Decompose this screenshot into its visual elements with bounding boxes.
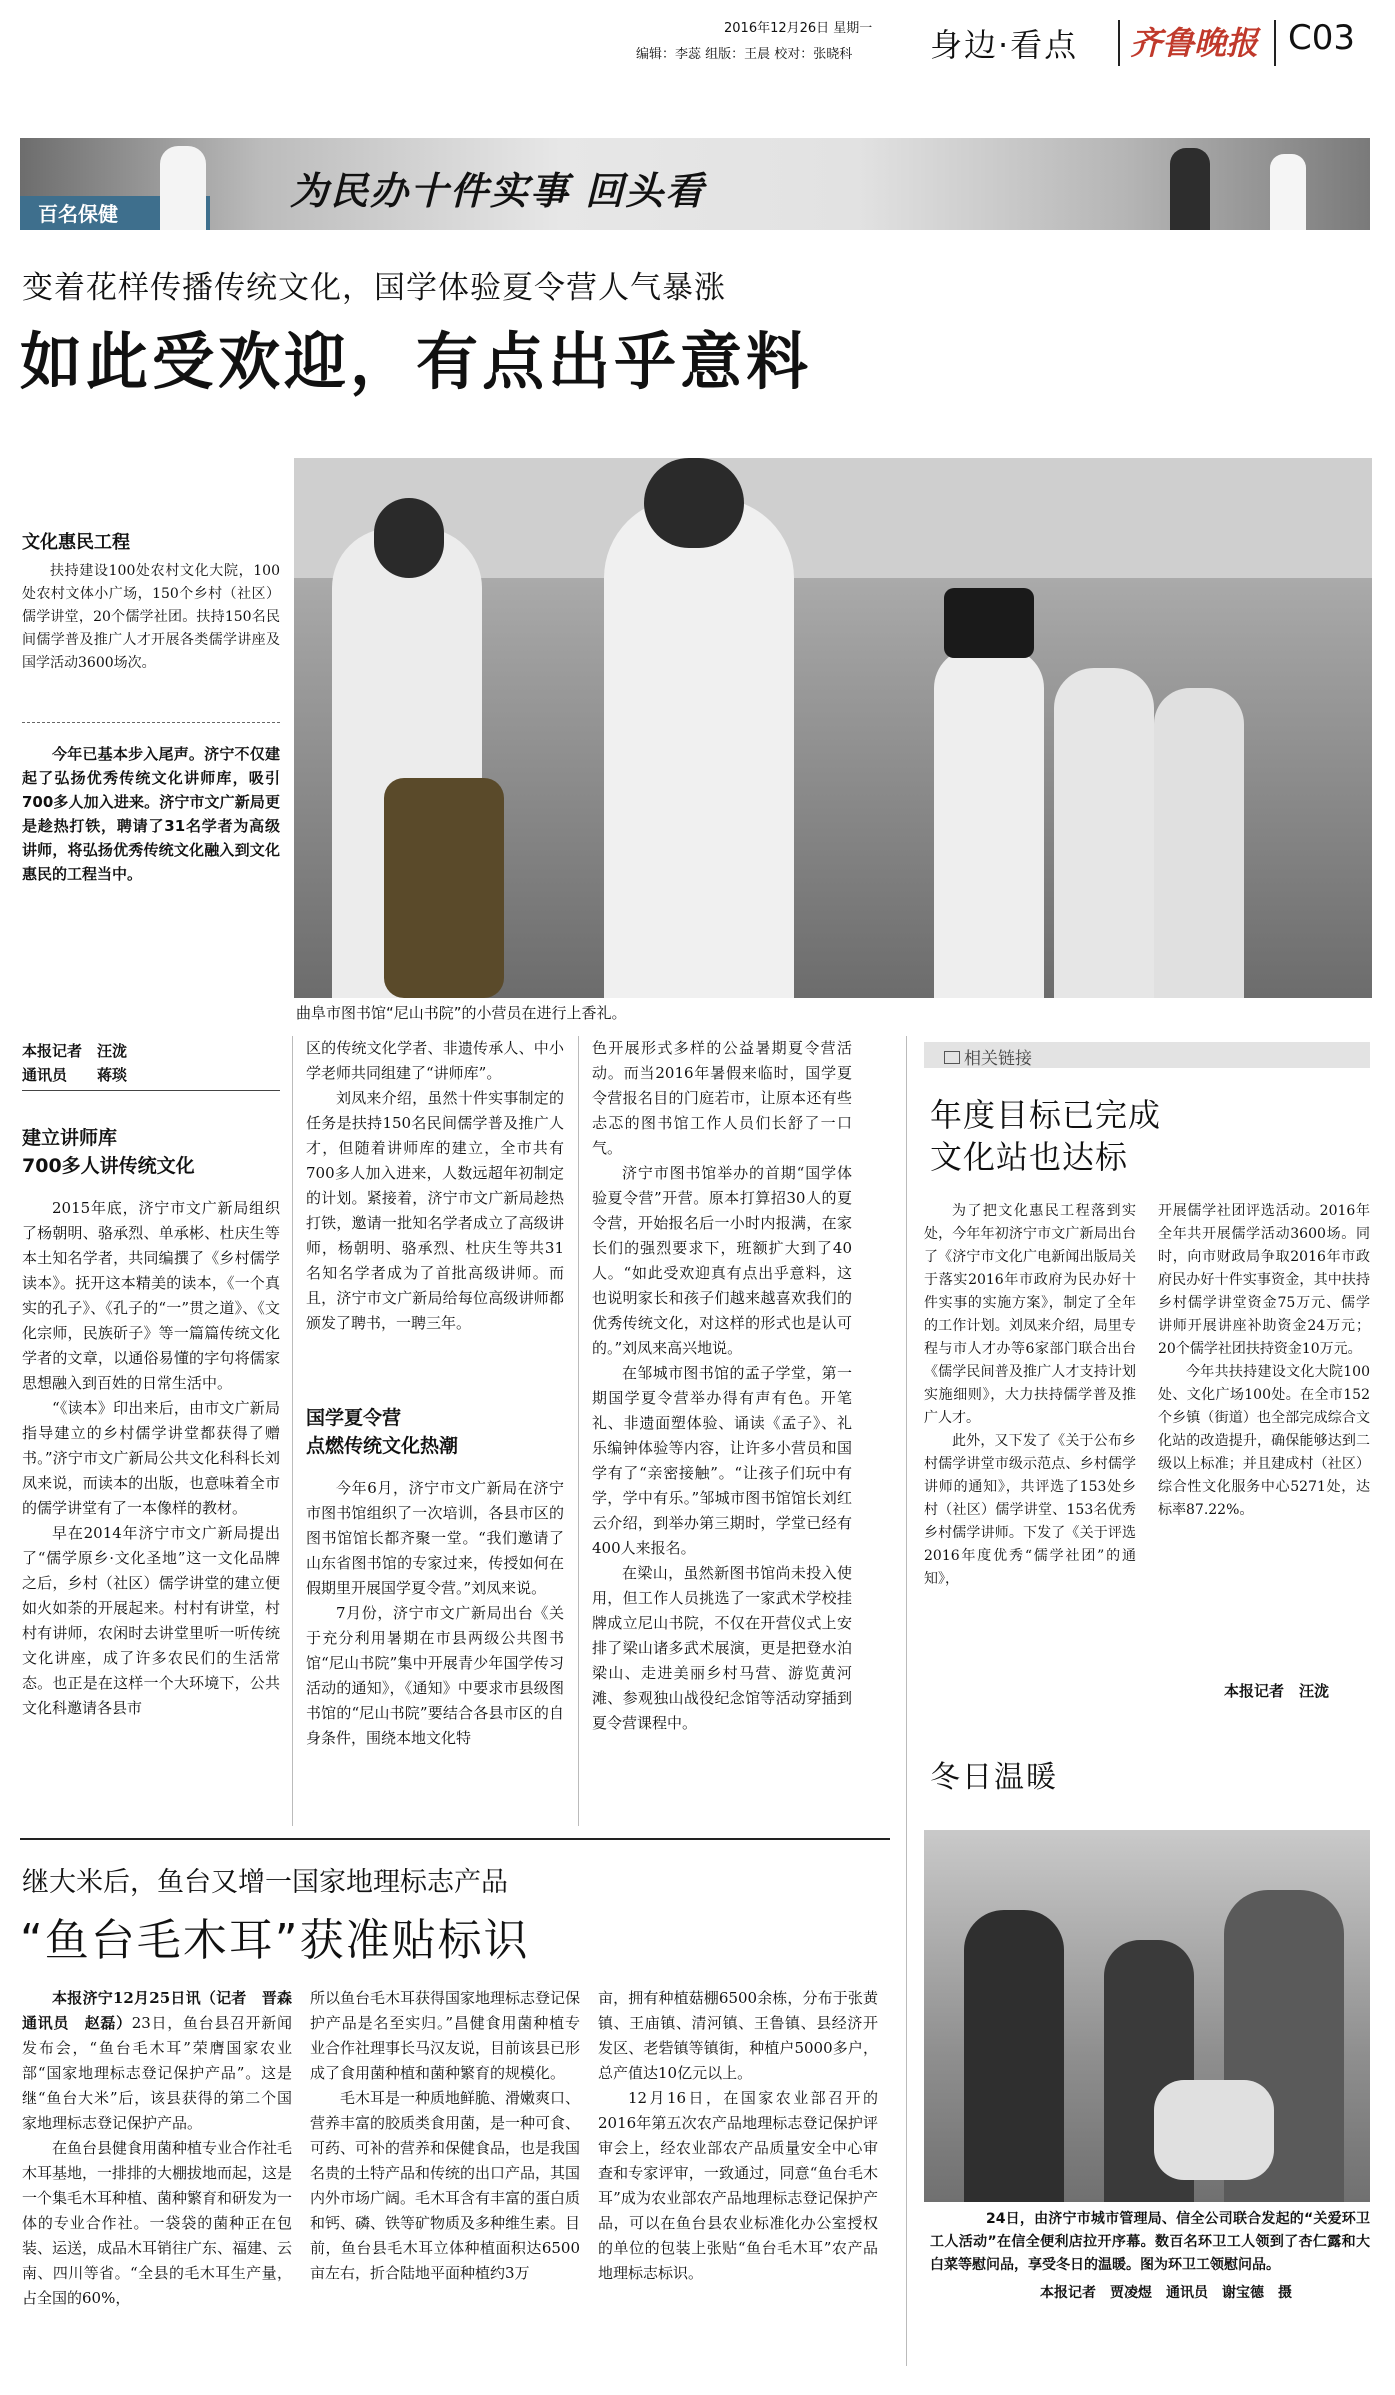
staff-credits: 编辑：李蕊 组版：王晨 校对：张晓科 (636, 47, 853, 62)
article1-col2 (306, 1036, 564, 1336)
winter-figure-1 (964, 1910, 1064, 2202)
article1-col3 (592, 1036, 852, 1736)
winter-credit: 本报记者 贾凌煜 通讯员 谢宝德 摄 (1040, 2285, 1292, 2301)
issue-date: 2016年12月26日 星期一 (724, 21, 873, 36)
paragraph: 今年6月，济宁市文广新局在济宁市图书馆组织了一次培训，各县市区的图书馆馆长都齐聚一堂。“我们邀请了山东省图书馆的专家过来，传授如何在假期里开展国学夏令营。”刘凤来说。 (306, 1479, 564, 1597)
photo-child-hat (944, 588, 1034, 658)
banner-figure-2 (1170, 148, 1210, 230)
article2-headline: “鱼台毛木耳”获准贴标识 (20, 1915, 530, 1966)
related-col-b (1158, 1200, 1370, 1522)
related-tag (944, 1044, 1032, 1069)
photo-child-3 (1154, 688, 1244, 998)
paragraph: 刘凤来介绍，虽然十件实事制定的任务是扶持150名民间儒学普及推广人才，但随着讲师库的建立，全市共有700多人加入进来，人数远超年初制定的计划。紧接着，济宁市文广新局趁热打铁，邀请一批知名学者成立了高级讲师，杨朝明、骆承烈、杜庆生等共31名知名学者成为了首批高级讲师。而且，济宁市文广新局给每位高级讲师都颁发了聘书，一聘三年。 (306, 1089, 564, 1332)
photo-figure-teacher-hair (644, 458, 744, 548)
paragraph: 在邹城市图书馆的孟子学堂，第一期国学夏令营举办得有声有色。开笔礼、非遗面塑体验、诵读《孟子》、礼乐编钟体验等内容，让许多小营员和国学有了“亲密接触”。“让孩子们玩中有学，学中有乐。”邹城市图书馆馆长刘红云介绍，到举办第三期时，学堂已经有400人来报名。 (592, 1364, 852, 1557)
paragraph: 今年共扶持建设文化大院100处、文化广场100处。在全市152个乡镇（街道）也全部完成综合文化站的改造提升，确保能够达到二级以上标准；并且建成村（社区）综合性文化服务中心5271处，达标率87.22%。 (1158, 1364, 1370, 1518)
paragraph: 毛木耳是一种质地鲜脆、滑嫩爽口、营养丰富的胶质类食用菌，是一种可食、可药、可补的营养和保健食品，也是我国名贵的土特产品和传统的出口产品，其国内外市场广阔。毛木耳含有丰富的蛋白质和钙、磷、铁等矿物质及多种维生素。目前，鱼台县毛木耳立体种植面积达6500亩左右，折合陆地平面种植约3万 (310, 2089, 581, 2282)
banner-figure (160, 146, 206, 230)
winter-cabbage (1154, 2080, 1274, 2180)
article2-rule (20, 1838, 890, 1840)
paragraph: 为了把文化惠民工程落到实处，今年年初济宁市文广新局出台了《济宁市文化广电新闻出版局关于落实2016年市政府为民办好十件实事的实施方案》，制定了全年的工作计划。刘凤来介绍，局里专程与市人才办等6家部门联合出台《儒学民间普及推广人才支持计划实施细则》，大力扶持儒学普及推广人才。 (924, 1203, 1136, 1426)
paragraph: 亩，拥有种植菇棚6500余栋，分布于张黄镇、王庙镇、清河镇、王鲁镇、县经济开发区、老砦镇等镇街，种植户5000多户，总产值达10亿元以上。 (598, 1989, 878, 2082)
photo-child-2 (1054, 668, 1154, 998)
paragraph: 在梁山，虽然新图书馆尚未投入使用，但工作人员挑选了一家武术学校挂牌成立尼山书院，不仅在开营仪式上安排了梁山诸多武术展演，更是把登水泊梁山、走进美丽乡村马营、游览黄河滩、参观独山战役纪念馆等活动穿插到夏令营课程中。 (592, 1564, 852, 1732)
related-tag-label: 相关链接 (964, 1049, 1032, 1069)
subhead-2-line1: 国学夏令营 (306, 1407, 402, 1429)
photo-child-1 (934, 648, 1044, 998)
article1-kicker: 变着花样传播传统文化，国学体验夏令营人气暴涨 (22, 270, 726, 306)
photo-figure-hair (374, 498, 444, 578)
related-title-1: 年度目标已完成 (930, 1096, 1162, 1134)
article1-byline-1: 本报记者 汪泷 (22, 1042, 128, 1060)
subhead-1-line1: 建立讲师库 (22, 1127, 118, 1149)
paragraph: 区的传统文化学者、非遗传承人、中小学老师共同组建了“讲师库”。 (306, 1039, 564, 1082)
column-divider (906, 1036, 907, 2366)
paragraph: 2015年底，济宁市文广新局组织了杨朝明、骆承烈、单承彬、杜庆生等本土知名学者，共同编撰了《乡村儒学读本》。抚开这本精美的读本，《一个真实的孔子》、《孔子的“一”贯之道》、《文化宗师，民族斫子》等一篇篇传统文化学者的文章，以通俗易懂的字句将儒家思想融入到百姓的日常生活中。 (22, 1199, 280, 1392)
subhead-2-line2: 点燃传统文化热潮 (306, 1435, 459, 1457)
paragraph: 12月16日，在国家农业部召开的2016年第五次农产品地理标志登记保护评审会上，经农业部农产品质量安全中心审查和专家评审，一致通过，同意“鱼台毛木耳”成为农业部农产品地理标志登记保护产品，可以在鱼台县农业标准化办公室授权的单位的包装上张贴“鱼台毛木耳”农产品地理标志标识。 (598, 2089, 878, 2282)
banner-sign-text: 百名保健 (38, 202, 118, 226)
article2-col2 (310, 1986, 580, 2286)
header-divider (1118, 20, 1120, 66)
paragraph: 济宁市图书馆举办的首期“国学体验夏令营”开营。原本打算招30人的夏令营，开始报名后一小时内报满，在家长们的强烈要求下，班额扩大到了40人。“如此受欢迎真有点出乎意料，这也说明家长和孩子们越来越喜欢我们的优秀传统文化，对这样的形式也是认可的。”刘凤来高兴地说。 (592, 1164, 852, 1357)
header-divider-2 (1274, 20, 1276, 66)
paragraph: 此外，又下发了《关于公布乡村儒学讲堂市级示范点、乡村儒学讲师的通知》，共评选了153处乡村（社区）儒学讲堂、153名优秀乡村儒学讲师。下发了《关于评选2016年度优秀“儒学社团”的通知》， (924, 1433, 1136, 1587)
article2-col3 (598, 1986, 878, 2286)
article1-lead: 今年已基本步入尾声。济宁不仅建起了弘扬优秀传统文化讲师库，吸引700多人加入进来。济宁市文广新局更是趁热打铁，聘请了31名学者为高级讲师，将弘扬优秀传统文化融入到文化惠民的工程当中。 (22, 745, 280, 883)
main-photo-caption: 曲阜市图书馆“尼山书院”的小营员在进行上香礼。 (296, 1004, 627, 1022)
column-divider (292, 1036, 293, 1826)
article2-col1 (22, 1986, 308, 2311)
article1-col1 (22, 1196, 280, 1721)
banner-title: 为民办十件实事 回头看 (290, 168, 706, 213)
photo-censer (384, 778, 504, 998)
article1-byline-2: 通讯员 蒋琰 (22, 1066, 128, 1084)
paragraph: 早在2014年济宁市文广新局提出了“儒学原乡·文化圣地”这一文化品牌之后，乡村（社区）儒学讲堂的建立便如火如荼的开展起来。村村有讲堂，村村有讲师，农闲时去讲堂里听一听传统文化讲座，成了许多农民们的生活常态。也正是在这样一个大环境下，公共文化科邀请各县市 (22, 1524, 280, 1717)
main-photo (294, 458, 1372, 998)
page-number: C03 (1288, 18, 1356, 58)
article1-col2b (306, 1476, 564, 1751)
winter-caption: 24日，由济宁市城市管理局、信全公司联合发起的“关爱环卫工人活动”在信全便利店拉开序幕。数百名环卫工人领到了杏仁露和大白菜等慰问品，享受冬日的温暖。图为环卫工领慰问品。 (930, 2211, 1370, 2273)
related-byline: 本报记者 汪泷 (1224, 1682, 1330, 1700)
paragraph: 开展儒学社团评选活动。2016年全年共开展儒学活动3600场。同时，向市财政局争取2016年市政府民办好十件实事资金，其中扶持乡村儒学讲堂资金75万元、儒学讲师开展讲座补助资金24万元；20个儒学社团扶持资金10万元。 (1158, 1203, 1370, 1357)
paragraph: 色开展形式多样的公益暑期夏令营活动。而当2016年暑假来临时，国学夏令营报名目的门庭若市，让原本还有些忐忑的图书馆工作人员们长舒了一口气。 (592, 1039, 852, 1157)
related-col-a (924, 1200, 1136, 1591)
brand-logo: 齐鲁晚报 (1130, 24, 1259, 62)
winter-title: 冬日温暖 (930, 1760, 1058, 1795)
subhead-1-line2: 700多人讲传统文化 (22, 1155, 195, 1177)
section-title: 身边·看点 (930, 26, 1079, 64)
related-title-2: 文化站也达标 (930, 1138, 1129, 1176)
photo-figure-teacher (604, 498, 794, 998)
article2-kicker: 继大米后，鱼台又增一国家地理标志产品 (22, 1867, 508, 1898)
article2-dateline: 本报济宁12月25日讯（记者 晋森 通讯员 赵磊） (22, 1989, 308, 2032)
paragraph: 在鱼台县健食用菌种植专业合作社毛木耳基地，一排排的大棚拔地而起，这是一个集毛木耳种植、菌种繁育和研发为一体的专业合作社。一袋袋的菌种正在包装、运送，成品木耳销往广东、福建、云南、四川等省。“全县的毛木耳生产量，占全国的60%， (22, 2139, 293, 2307)
banner-figure-3 (1270, 154, 1306, 230)
article2-lead-text: 23日，鱼台县召开新闻发布会，“鱼台毛木耳”荣膺国家农业部“国家地理标志登记保护产品”。这是继“鱼台大米”后，该县获得的第二个国家地理标志登记保护产品。 (22, 2014, 292, 2132)
sidebar-title: 文化惠民工程 (22, 532, 130, 553)
article1-headline: 如此受欢迎，有点出乎意料 (20, 325, 813, 398)
byline-rule (22, 1090, 280, 1091)
related-icon (944, 1051, 960, 1064)
paragraph: 7月份，济宁市文广新局出台《关于充分利用暑期在市县两级公共图书馆“尼山书院”集中开展青少年国学传习活动的通知》，《通知》中要求市县级图书馆的“尼山书院”要结合各县市区的自身条件，围绕本地文化特 (306, 1604, 564, 1747)
paragraph: “《读本》印出来后，由市文广新局指导建立的乡村儒学讲堂都获得了赠书。”济宁市文广新局公共文化科科长刘凤来说，而读本的出版，也意味着全市的儒学讲堂有了一本像样的教材。 (22, 1399, 280, 1517)
sidebar-text: 扶持建设100处农村文化大院，100处农村文体小广场，150个乡村（社区）儒学讲堂，20个儒学社团。扶持150名民间儒学普及推广人才开展各类儒学讲座及国学活动3600场次。 (22, 563, 280, 671)
sidebar-divider (22, 722, 280, 724)
winter-photo (924, 1830, 1370, 2202)
column-divider (578, 1036, 579, 1826)
paragraph: 所以鱼台毛木耳获得国家地理标志登记保护产品是名至实归。”昌健食用菌种植专业合作社理事长马汉友说，目前该县已形成了食用菌种植和菌种繁育的规模化。 (310, 1989, 581, 2082)
banner (20, 138, 1370, 230)
